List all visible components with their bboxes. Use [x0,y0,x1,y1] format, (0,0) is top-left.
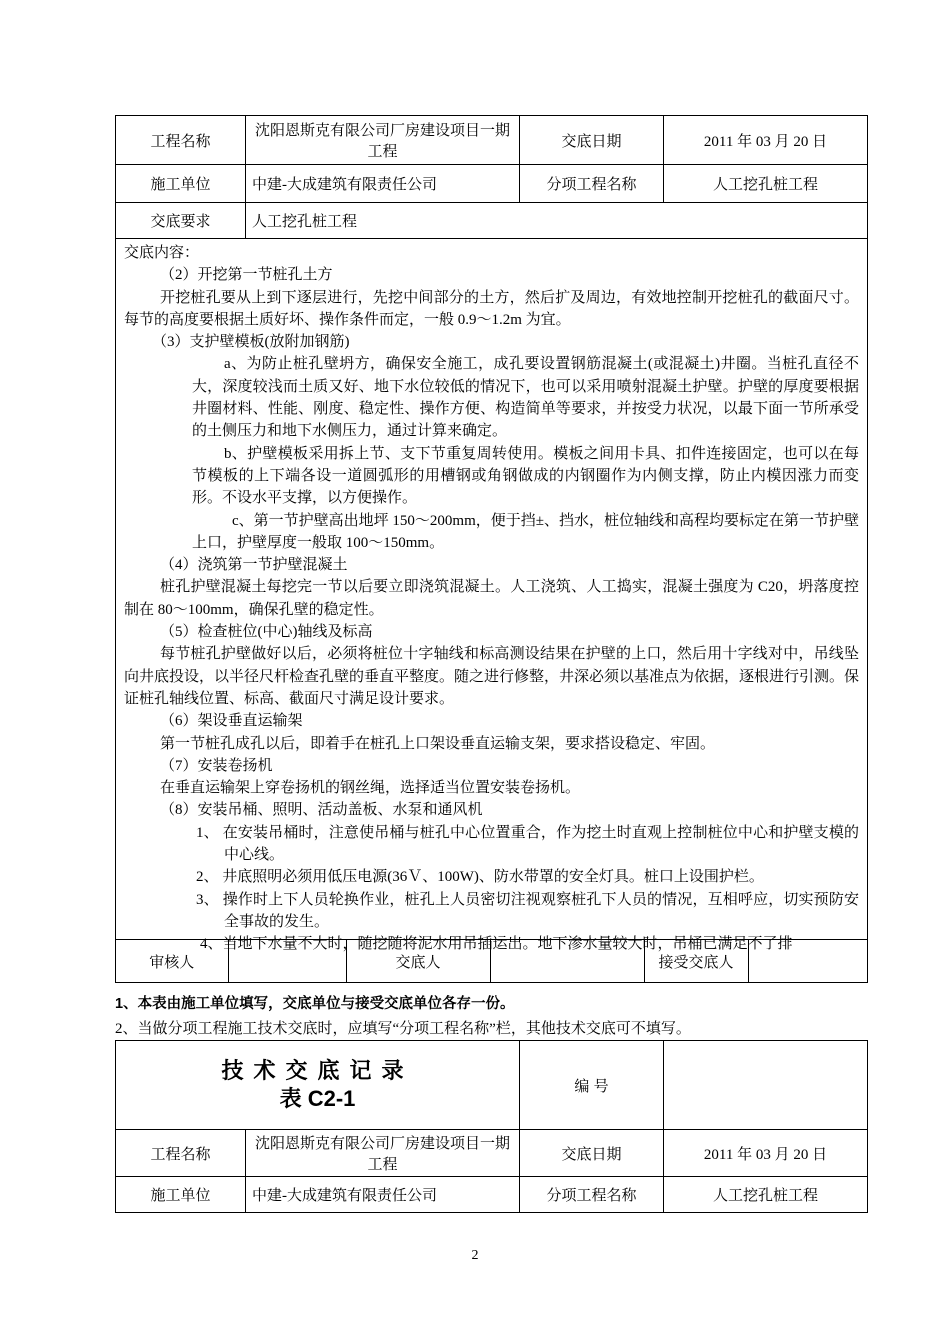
discloser-label: 交底人 [346,940,490,982]
content-line: b、护壁模板采用拆上节、支下节重复周转使用。模板之间用卡具、扣件连接固定，也可以在每节模板的上下端各设一道圆弧形的用槽钢或角钢做成的内钢圈作为内侧支撑，防止内模因涨力而变形。不设水平支撑，以方便操作。 [192,445,859,507]
form2-table [115,1040,868,1213]
date-label: 交底日期 [520,116,664,165]
content-line: 3、 操作时上下人员轮换作业，桩孔上人员密切注视观察桩孔下人员的情况，互相呼应，切实预防安全事故的发生。 [196,891,859,930]
content-line: （4）浇筑第一节护壁混凝土 [160,557,348,574]
subproject-value: 人工挖孔桩工程 [664,165,868,203]
form2-date-value: 2011 年 03 月 20 日 [664,1130,868,1177]
content-line: 2、 井底照明必须用低压电源(36Ｖ、100W)、防水带罩的安全灯具。桩口上设围护栏。 [196,869,764,886]
content-line: 每节桩孔护壁做好以后，必须将桩位十字轴线和标高测设结果在护壁的上口，然后用十字线对中，吊线坠向井底投设，以半径尺杆检查孔壁的垂直平整度。随之进行修整，井深必须以基准点为依据，逐根进行引测。保证桩孔轴线位置、标高、截面尺寸满足设计要求。 [124,646,860,707]
project-name-value: 沈阳恩斯克有限公司厂房建设项目一期工程 [246,116,520,165]
form2-date-label: 交底日期 [520,1130,664,1177]
date-value: 2011 年 03 月 20 日 [664,116,868,165]
subproject-label: 分项工程名称 [520,165,664,203]
content-line: （2）开挖第一节桩孔土方 [160,267,333,284]
content-line: 在垂直运输架上穿卷扬机的钢丝绳，选择适当位置安装卷扬机。 [160,780,581,797]
content-line: 第一节桩孔成孔以后，即着手在桩孔上口架设垂直运输支架，要求搭设稳定、牢固。 [160,735,716,752]
unit-label: 施工单位 [116,165,246,203]
content-cell [116,239,868,953]
form2-unit-value: 中建-大成建筑有限责任公司 [246,1177,520,1213]
form2-subproject-value: 人工挖孔桩工程 [664,1177,868,1213]
note-1: 1、本表由施工单位填写，交底单位与接受交底单位各存一份。 [115,996,515,1012]
content-title: 交底内容： [124,244,200,261]
content-line: 1、 在安装吊桶时，注意使吊桶与桩孔中心位置重合，作为挖土时直观上控制桩位中心和护壁支模的中心线。 [196,824,859,864]
unit-value: 中建-大成建筑有限责任公司 [246,165,520,203]
reviewer-label: 审核人 [116,940,228,982]
content-line: 桩孔护壁混凝土每挖完一节以后要立即浇筑混凝土。人工浇筑、人工捣实，混凝土强度为 C20，坍落度控制在 80～100mm，确保孔壁的稳定性。 [124,579,859,618]
content-line: 开挖桩孔要从上到下逐层进行，先挖中间部分的土方，然后扩及周边，有效地控制开挖桩孔的截面尺寸。每节的高度要根据土质好坏、操作条件而定，一般 0.9～1.2m 为宜。 [124,289,859,328]
form2-number-value[interactable] [664,1041,868,1130]
disclosure-table [115,115,868,983]
content-line: 4、当地下水量不大时，随挖随将泥水用吊插运出。地下渗水量较大时，吊桶已满足不了排 [200,936,793,953]
content-body [116,239,867,953]
page-number: 2 [471,1248,479,1263]
form2-number-label: 编 号 [520,1041,664,1130]
project-name-label: 工程名称 [116,116,246,165]
receiver-label: 接受交底人 [644,940,748,982]
form2-subtitle: 表 C2-1 [279,1086,356,1111]
content-line: a、为防止桩孔壁坍方，确保安全施工，成孔要设置钢筋混凝土(或混凝土)井圈。当桩孔直径不大，深度较浅而土质又好、地下水位较低的情况下，也可以采用喷射混凝土护壁。护壁的厚度要根据井圈材料、性能、刚度、稳定性、操作方便、构造简单等要求，并按受力状况，以最下面一节所承受的土侧压力和地下水侧压力，通过计算来确定。 [192,356,859,440]
content-line: （8）安装吊桶、照明、活动盖板、水泵和通风机 [160,802,483,819]
form2-title: 技术交底记录 [221,1058,414,1083]
note-2: 2、当做分项工程施工技术交底时，应填写“分项工程名称”栏，其他技术交底可不填写。 [115,1021,691,1037]
form2-project-name-value: 沈阳恩斯克有限公司厂房建设项目一期工程 [246,1130,520,1177]
requirement-value: 人工挖孔桩工程 [246,203,868,239]
content-line: c、第一节护壁高出地坪 150～200mm，便于挡±、挡水，桩位轴线和高程均要标定在第一节护壁上口，护壁厚度一般取 100～150mm。 [192,512,859,551]
content-line: （7）安装卷扬机 [160,757,273,774]
content-line: （6）架设垂直运输架 [160,713,303,730]
form2-unit-label: 施工单位 [116,1177,246,1213]
form2-title-cell [116,1041,520,1130]
form2-project-name-label: 工程名称 [116,1130,246,1177]
content-line: （3）支护壁模板(放附加钢筋) [152,334,350,351]
content-line: （5）检查桩位(中心)轴线及标高 [160,624,373,641]
form2-subproject-label: 分项工程名称 [520,1177,664,1213]
requirement-label: 交底要求 [116,203,246,239]
